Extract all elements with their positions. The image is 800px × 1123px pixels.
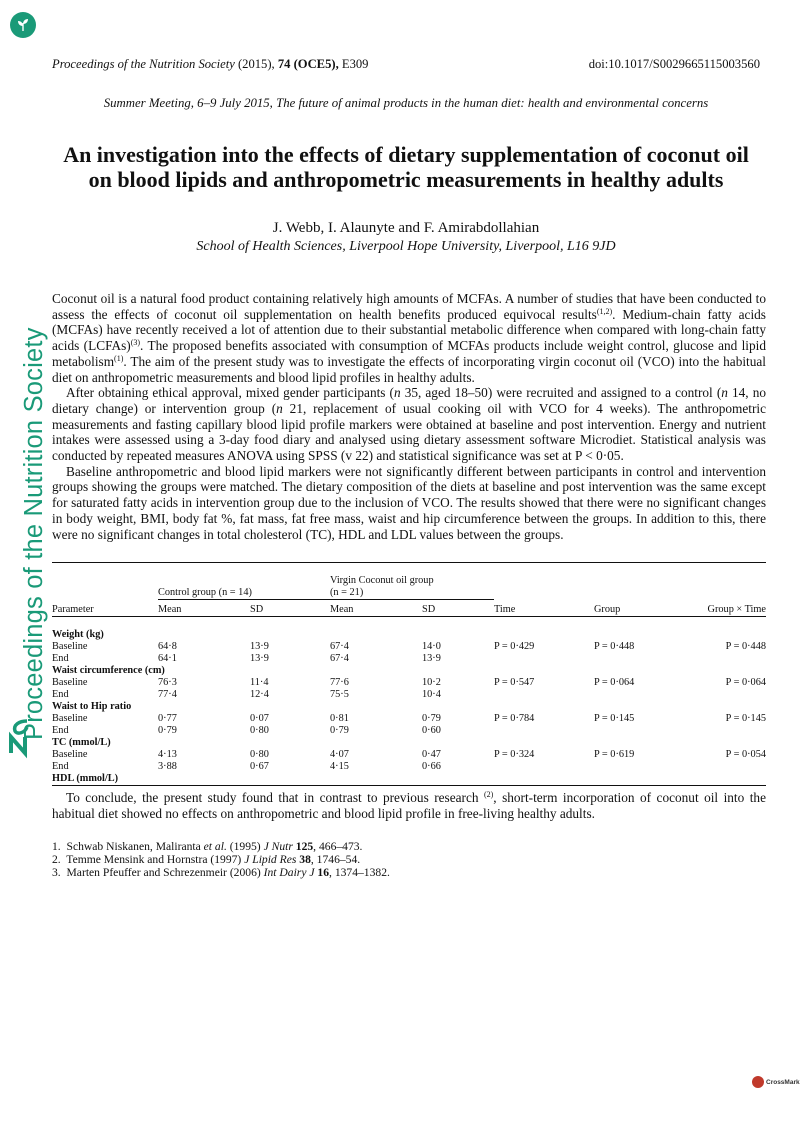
cell: 14·0 — [422, 640, 441, 652]
table-row — [52, 749, 766, 761]
p2-n: n — [721, 385, 728, 401]
title-line-1: An investigation into the effects of dietary supplementation of coconut oil — [63, 142, 749, 167]
section-tc: TC (mmol/L) — [52, 736, 111, 748]
p1-text-b: . Medium-chain fatty acids (MCFAs) have recently received a lot of attention due to their substantial metabolic difference when compared with long-chain fatty acids (LCFAs) — [52, 306, 766, 354]
journal-volume: 74 (OCE5), — [277, 57, 339, 71]
cell: 64·1 — [158, 652, 177, 664]
reference-item: 3. Marten Pfeuffer and Schrezenmeir (2006) Int Dairy J 16, 1374–1382. — [52, 866, 390, 880]
col-header-control-mean: Mean — [158, 603, 182, 615]
paragraph-2 — [52, 385, 766, 464]
p2-n: n — [393, 385, 401, 401]
table-row — [52, 689, 766, 701]
cell: P = 0·784 — [494, 712, 535, 724]
cell: 76·3 — [158, 676, 177, 688]
cell: P = 0·619 — [594, 748, 635, 760]
reference-list — [52, 840, 766, 880]
crossmark-icon — [752, 1076, 764, 1088]
journal-year: (2015), — [237, 57, 275, 71]
results-table — [52, 562, 766, 786]
cell: 13·9 — [250, 640, 269, 652]
row-label: Baseline — [52, 712, 88, 724]
col-header-group-time: Group × Time — [707, 603, 766, 615]
cell: 12·4 — [250, 688, 269, 700]
citation-ref[interactable]: (3) — [130, 338, 141, 348]
cell: 10·4 — [422, 688, 441, 700]
col-header-control-sd: SD — [250, 603, 264, 615]
cell: 64·8 — [158, 640, 177, 652]
cell: P = 0·324 — [494, 748, 535, 760]
p2-text-a: After obtaining ethical approval, mixed gender participants ( — [66, 385, 394, 401]
cell: 77·6 — [330, 676, 349, 688]
cell: 0·47 — [422, 748, 441, 760]
p2-text-c: 14, no dietary change) or intervention group ( — [52, 385, 766, 416]
p1-text-a: Coconut oil is a natural food product containing relatively high amounts of MCFAs. A number of studies that have been conducted to assess the effects of coconut oil supplementation on health benefits produced equivocal results — [52, 291, 766, 322]
vco-group-header-1: Virgin Coconut oil group — [330, 575, 434, 586]
authors: J. Webb, I. Alaunyte and F. Amirabdollahian — [272, 220, 540, 236]
section-waist: Waist circumference (cm) — [52, 664, 165, 676]
cell: 0·79 — [330, 724, 349, 736]
table-row — [52, 725, 766, 737]
conclusion — [52, 790, 766, 821]
table-row — [52, 677, 766, 689]
row-label: Baseline — [52, 640, 88, 652]
col-header-vco-sd: SD — [422, 603, 436, 615]
crossmark-label: CrossMark — [766, 1078, 800, 1086]
cell: 77·4 — [158, 688, 177, 700]
row-label: End — [52, 688, 69, 700]
col-header-parameter: Parameter — [52, 603, 94, 615]
reference-item: 2. Temme Mensink and Hornstra (1997) J Lipid Res 38, 1746–54. — [52, 853, 361, 867]
title-line-2: on blood lipids and anthropometric measurements in healthy adults — [88, 167, 724, 192]
cell: 0·77 — [158, 712, 177, 724]
section-whr: Waist to Hip ratio — [52, 700, 132, 712]
leaf-logo-icon — [10, 12, 36, 38]
citation-ref[interactable]: (1) — [114, 353, 124, 363]
col-header-vco-mean: Mean — [330, 603, 354, 615]
journal-header — [52, 57, 760, 72]
col-header-time: Time — [494, 603, 516, 615]
cell: P = 0·054 — [725, 748, 766, 760]
paper-title — [52, 142, 760, 192]
p1-text-c: . The proposed benefits associated with consumption of MCFAs products include weight control, glucose and lipid metabolism — [52, 338, 766, 369]
cell: 11·4 — [250, 676, 269, 688]
cell: 67·4 — [330, 652, 349, 664]
section-hdl: HDL (mmol/L) — [52, 772, 119, 784]
row-label: End — [52, 652, 69, 664]
cell: P = 0·064 — [725, 676, 766, 688]
row-label: End — [52, 724, 69, 736]
cell: 4·07 — [330, 748, 349, 760]
paragraph-3: Baseline anthropometric and blood lipid markers were not significantly different between participants in control and intervention groups showing the groups were matched. The dietary composition of the diets at baseline and post intervention was the same except for saturated fatty acids in intervention group due to the inclusion of VCO. The results showed that there were no significant changes in body weight, BMI, body fat %, fat mass, fat free mass, waist and hip circumference between the groups. In addition to this, there were no significant changes in total cholesterol (TC), HDL and LDL values between the groups. — [52, 463, 766, 542]
table-row — [52, 641, 766, 653]
doi[interactable]: doi:10.1017/S0029665115003560 — [588, 57, 760, 71]
side-brand-text: Proceedings of the Nutrition Society — [20, 327, 48, 740]
cell: 0·60 — [422, 724, 441, 736]
crossmark-badge[interactable] — [752, 1076, 800, 1088]
cell: P = 0·429 — [494, 640, 535, 652]
ns-brand-icon — [7, 713, 33, 761]
cell: P = 0·547 — [494, 676, 535, 688]
affiliation: School of Health Sciences, Liverpool Hope University, Liverpool, L16 9JD — [196, 239, 616, 254]
cell: 3·88 — [158, 760, 177, 772]
cell: 0·07 — [250, 712, 269, 724]
table-row — [52, 653, 766, 665]
conclusion-text-a: To conclude, the present study found that in contrast to previous research — [66, 790, 484, 805]
cell: 13·9 — [250, 652, 269, 664]
cell: 0·79 — [158, 724, 177, 736]
cell: 10·2 — [422, 676, 441, 688]
citation-ref[interactable]: (2) — [483, 790, 494, 799]
row-label: Baseline — [52, 676, 88, 688]
p2-n: n — [276, 400, 283, 416]
p1-text-d: . The aim of the present study was to investigate the effects of incorporating virgin coconut oil (VCO) into the habitual diet on anthropometric measurements and blood lipid profiles in healthy adults. — [52, 353, 766, 385]
row-label: End — [52, 760, 69, 772]
paragraph-1 — [52, 291, 766, 385]
p2-text-d: 21, replacement of usual cooking oil with VCO for 4 weeks). The anthropometric measurements and fasting capillary blood lipid profile markers were obtained at baseline and post intervention. Energy and nutrient intakes were assessed using a 3-day food diary and analysed using dietary assessment software Microdiet. Statistical analysis was conducted by repeated measures ANOVA using SPSS (v 22) and statistical significance was set at P < 0·05. — [52, 400, 766, 464]
cell: 75·5 — [330, 688, 349, 700]
reference-item: 1. Schwab Niskanen, Maliranta et al. (1995) J Nutr 125, 466–473. — [52, 840, 363, 853]
citation — [52, 57, 368, 72]
journal-name: Proceedings of the Nutrition Society — [52, 57, 235, 71]
control-group-header: Control group (n = 14) — [158, 587, 330, 600]
section-weight: Weight (kg) — [52, 628, 104, 640]
cell: P = 0·448 — [594, 640, 635, 652]
row-label: Baseline — [52, 748, 88, 760]
conclusion-text-b: , short-term incorporation of coconut oil into the habitual diet showed no effects on anthropometric and blood lipid profile in free-living healthy adults. — [52, 790, 766, 821]
article-number: E309 — [341, 57, 369, 71]
meeting-line: Summer Meeting, 6–9 July 2015, The future of animal products in the human diet: health and environmental concerns — [103, 96, 709, 110]
abstract-body — [52, 291, 766, 542]
cell: P = 0·145 — [725, 712, 766, 724]
cell: 4·13 — [158, 748, 177, 760]
cell: 13·9 — [422, 652, 441, 664]
cell: 0·66 — [422, 760, 441, 772]
p2-text-b: 35, aged 18–50) were recruited and assigned to a control ( — [400, 385, 722, 401]
cell: 0·79 — [422, 712, 441, 724]
vco-group-header-2: (n = 21) — [330, 587, 494, 600]
citation-ref[interactable]: (1,2) — [596, 306, 613, 316]
cell: P = 0·145 — [594, 712, 635, 724]
cell: 4·15 — [330, 760, 349, 772]
cell: 67·4 — [330, 640, 349, 652]
col-header-group: Group — [594, 603, 621, 615]
cell: 0·67 — [250, 760, 269, 772]
cell: P = 0·064 — [594, 676, 635, 688]
cell: 0·81 — [330, 712, 349, 724]
cell: P = 0·448 — [725, 640, 766, 652]
table-row — [52, 713, 766, 725]
table-row — [52, 761, 766, 773]
cell: 0·80 — [250, 724, 269, 736]
cell: 0·80 — [250, 748, 269, 760]
